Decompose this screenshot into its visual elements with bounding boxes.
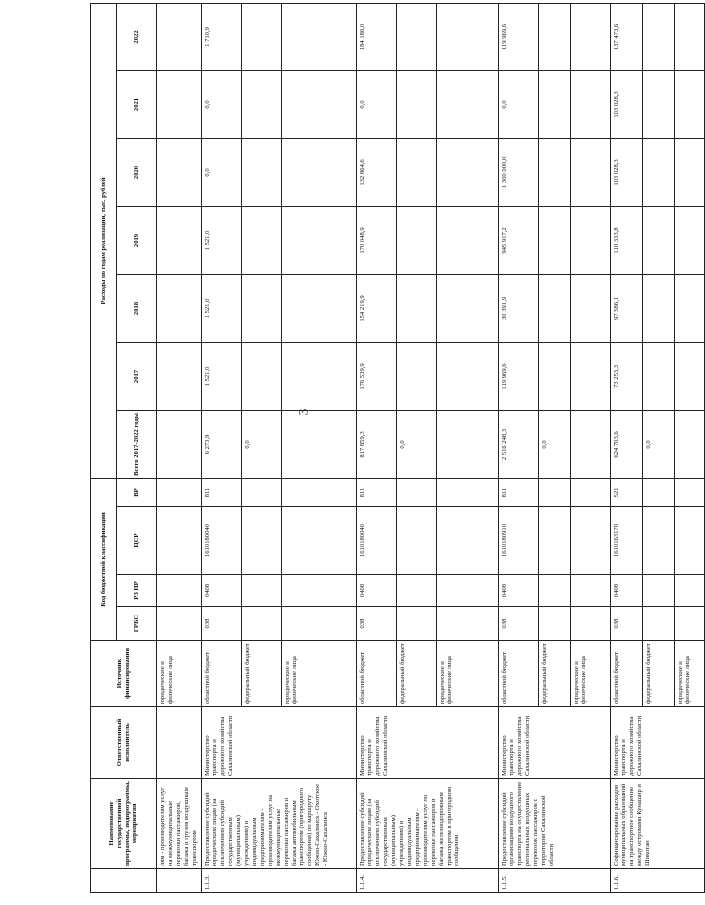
- csr-cell: [674, 507, 704, 575]
- row-responsible: Министерство транспорта и дорожного хозяйства Сахалинской области: [610, 707, 704, 779]
- total-cell: 0,0: [538, 410, 570, 478]
- year-cell: 1 521,0: [201, 206, 241, 274]
- source-name: федеральный бюджет: [538, 641, 570, 707]
- year-cell: [241, 342, 281, 410]
- col-total-header: Всего 2017-2022 годы: [117, 410, 157, 478]
- year-cell: [396, 70, 436, 138]
- grbs-cell: 038: [356, 607, 396, 641]
- rzpr-cell: [570, 575, 610, 607]
- col-year-2018: 2018: [117, 274, 157, 342]
- year-cell: [642, 70, 674, 138]
- year-cell: [538, 138, 570, 206]
- col-year-2019: 2019: [117, 206, 157, 274]
- year-cell: [241, 206, 281, 274]
- year-cell: [241, 274, 281, 342]
- year-cell: 1 521,0: [201, 274, 241, 342]
- year-cell: [642, 342, 674, 410]
- total-cell: 817 859,3: [356, 410, 396, 478]
- year-cell: [570, 70, 610, 138]
- col-year-2020: 2020: [117, 138, 157, 206]
- total-cell: 624 703,6: [610, 410, 642, 478]
- year-cell: [674, 70, 704, 138]
- col-source-header: Источник финансирования: [91, 641, 157, 707]
- grbs-cell: [241, 607, 281, 641]
- year-cell: 170 048,9: [356, 206, 396, 274]
- year-cell: [281, 3, 356, 70]
- year-cell: 132 864,6: [356, 138, 396, 206]
- col-year-2022: 2022: [117, 3, 157, 70]
- row-name: Предоставление субсидий юридическим лицам (за исключением субсидий государственным (муниципальным) учреждениям) и индивидуальным предпринимателям - производителям услуг на межмуниципальные перевозки пассажиров и багажа автомобильным транспортом (пригородного сообщения) по маршруту Южно-Сахалинск - Охотское - Южно-Сахалинск: [201, 779, 356, 869]
- total-cell: 0,0: [642, 410, 674, 478]
- col-vr-header: ВР: [117, 478, 157, 506]
- source-name: областной бюджет: [201, 641, 241, 707]
- row-name: Предоставление субсидий организациям воздушного транспорта на осуществление региональных воздушных перевозок пассажиров с территории Сахалинской области: [498, 779, 610, 869]
- grbs-cell: [396, 607, 436, 641]
- year-cell: 119 969,6: [498, 3, 538, 70]
- year-cell: [396, 3, 436, 70]
- csr-cell: [241, 507, 281, 575]
- rzpr-cell: [241, 575, 281, 607]
- year-cell: 0,0: [201, 70, 241, 138]
- year-cell: 119 969,6: [498, 342, 538, 410]
- csr-cell: [436, 507, 498, 575]
- year-cell: [538, 3, 570, 70]
- source-name: юридические и физические лица: [436, 641, 498, 707]
- year-cell: [642, 3, 674, 70]
- year-cell: [396, 342, 436, 410]
- continuation-row: [157, 3, 202, 892]
- year-cell: [674, 3, 704, 70]
- rzpr-cell: [281, 575, 356, 607]
- vr-cell: [538, 478, 570, 506]
- total-cell: 2 516 248,3: [498, 410, 538, 478]
- rzpr-cell: [674, 575, 704, 607]
- year-cell: 154 219,9: [356, 274, 396, 342]
- year-cell: [674, 138, 704, 206]
- year-cell: [436, 274, 498, 342]
- year-cell: [642, 206, 674, 274]
- col-num: [91, 869, 157, 893]
- vr-cell: [241, 478, 281, 506]
- grbs-cell: 038: [201, 607, 241, 641]
- table-row: [498, 3, 538, 892]
- row-number: 1.1.5.: [498, 869, 610, 893]
- year-cell: [436, 70, 498, 138]
- year-cell: 73 253,3: [610, 342, 642, 410]
- csr-cell: [281, 507, 356, 575]
- year-cell: [538, 70, 570, 138]
- page-number: 3: [295, 408, 311, 416]
- year-cell: [538, 342, 570, 410]
- year-cell: [538, 206, 570, 274]
- year-cell: [436, 3, 498, 70]
- year-cell: 945 917,2: [498, 206, 538, 274]
- year-cell: 137 473,6: [610, 3, 642, 70]
- vr-cell: 521: [610, 478, 642, 506]
- year-cell: [396, 274, 436, 342]
- year-cell: [396, 206, 436, 274]
- row-number: 1.1.4.: [356, 869, 498, 893]
- col-rzpr-header: РЗ ПР: [117, 575, 157, 607]
- year-cell: [396, 138, 436, 206]
- total-cell: [281, 410, 356, 478]
- vr-cell: [674, 478, 704, 506]
- year-cell: [241, 138, 281, 206]
- rzpr-cell: [642, 575, 674, 607]
- year-cell: 103 028,3: [610, 70, 642, 138]
- row-number: 1.1.3.: [201, 869, 356, 893]
- year-cell: [570, 138, 610, 206]
- row-responsible: Министерство транспорта и дорожного хозяйства Сахалинской области: [498, 707, 610, 779]
- row-number: 1.1.6.: [610, 869, 704, 893]
- year-cell: [570, 206, 610, 274]
- year-cell: [436, 342, 498, 410]
- bcc-group-header: Код бюджетной классификации: [91, 478, 117, 640]
- grbs-cell: 038: [610, 607, 642, 641]
- source-name: областной бюджет: [498, 641, 538, 707]
- source-name: федеральный бюджет: [642, 641, 674, 707]
- row-responsible: Министерство транспорта и дорожного хозяйства Сахалинской области: [201, 707, 356, 779]
- row-responsible: Министерство транспорта и дорожного хозяйства Сахалинской области: [356, 707, 498, 779]
- rzpr-cell: [396, 575, 436, 607]
- vr-cell: 811: [356, 478, 396, 506]
- vr-cell: [281, 478, 356, 506]
- year-cell: 103 028,3: [610, 138, 642, 206]
- vr-cell: [570, 478, 610, 506]
- csr-cell: 1610163170: [610, 507, 642, 575]
- col-responsible-header: Ответственный исполнитель: [91, 707, 157, 779]
- source-name: областной бюджет: [356, 641, 396, 707]
- csr-cell: [570, 507, 610, 575]
- grbs-cell: 038: [498, 607, 538, 641]
- rzpr-cell: 0408: [610, 575, 642, 607]
- source-name: областной бюджет: [610, 641, 642, 707]
- csr-cell: 1610180910: [498, 507, 538, 575]
- total-cell: [674, 410, 704, 478]
- year-cell: 0,0: [356, 70, 396, 138]
- year-cell: 0,0: [201, 138, 241, 206]
- table-row: [356, 3, 396, 892]
- year-cell: [241, 3, 281, 70]
- csr-cell: [538, 507, 570, 575]
- col-name-header: Наименование государственной программы, подпрограммы, мероприятия: [91, 779, 157, 869]
- grbs-cell: [642, 607, 674, 641]
- total-cell: [436, 410, 498, 478]
- continuation-source: юридические и физические лица: [157, 641, 202, 707]
- row-name: Предоставление субсидий юридическим лицам (за исключением субсидий государственным (муниципальным) учреждениям) и индивидуальным предпринимателям - производителям услуг по перевозке пассажиров и багажа железнодорожным транспортом в пригородном сообщении: [356, 779, 498, 869]
- source-name: юридические и физические лица: [570, 641, 610, 707]
- vr-cell: 811: [498, 478, 538, 506]
- col-grbs-header: ГРБС: [117, 607, 157, 641]
- continuation-name: лям - производителям услуг на межмуниципальные перевозки пассажиров, багажа и грузов воздушным транспортом: [157, 779, 202, 869]
- grbs-cell: [281, 607, 356, 641]
- year-cell: [674, 206, 704, 274]
- year-cell: [281, 274, 356, 342]
- year-cell: 110 333,8: [610, 206, 642, 274]
- year-cell: [642, 274, 674, 342]
- year-cell: 1 300 000,0: [498, 138, 538, 206]
- year-cell: [642, 138, 674, 206]
- vr-cell: [436, 478, 498, 506]
- total-cell: 6 273,9: [201, 410, 241, 478]
- csr-cell: [396, 507, 436, 575]
- budget-table-sheet: [90, 8, 692, 893]
- rzpr-cell: 0408: [498, 575, 538, 607]
- expenses-group-header: Расходы по годам реализации, тыс. рублей: [91, 3, 117, 478]
- grbs-cell: [674, 607, 704, 641]
- year-cell: 184 186,0: [356, 3, 396, 70]
- total-cell: [570, 410, 610, 478]
- year-cell: [538, 274, 570, 342]
- year-cell: [674, 342, 704, 410]
- year-cell: [570, 3, 610, 70]
- grbs-cell: [570, 607, 610, 641]
- table-row: [201, 3, 241, 892]
- year-cell: [570, 342, 610, 410]
- vr-cell: 811: [201, 478, 241, 506]
- year-cell: [436, 206, 498, 274]
- total-cell: 0,0: [396, 410, 436, 478]
- vr-cell: [396, 478, 436, 506]
- rzpr-cell: [538, 575, 570, 607]
- rzpr-cell: [436, 575, 498, 607]
- year-cell: [436, 138, 498, 206]
- year-cell: 30 391,9: [498, 274, 538, 342]
- col-csr-header: ЦСР: [117, 507, 157, 575]
- table-row: [610, 3, 642, 892]
- grbs-cell: [538, 607, 570, 641]
- year-cell: [241, 70, 281, 138]
- year-cell: 0,0: [498, 70, 538, 138]
- year-cell: [281, 342, 356, 410]
- year-cell: 1 710,9: [201, 3, 241, 70]
- rzpr-cell: 0408: [201, 575, 241, 607]
- year-cell: [674, 274, 704, 342]
- csr-cell: 1610180040: [356, 507, 396, 575]
- csr-cell: 1610180040: [201, 507, 241, 575]
- total-cell: 0,0: [241, 410, 281, 478]
- year-cell: [281, 70, 356, 138]
- source-name: федеральный бюджет: [396, 641, 436, 707]
- grbs-cell: [436, 607, 498, 641]
- col-year-2021: 2021: [117, 70, 157, 138]
- year-cell: [281, 138, 356, 206]
- csr-cell: [642, 507, 674, 575]
- row-name: Софинансирование расходов муниципальных образований на транспортное сообщение между островами Кунашир и Шикотан: [610, 779, 704, 869]
- year-cell: 176 539,9: [356, 342, 396, 410]
- year-cell: 97 586,1: [610, 274, 642, 342]
- year-cell: [570, 274, 610, 342]
- source-name: юридические и физические лица: [674, 641, 704, 707]
- source-name: федеральный бюджет: [241, 641, 281, 707]
- col-year-2017: 2017: [117, 342, 157, 410]
- year-cell: [281, 206, 356, 274]
- budget-table: [90, 3, 705, 893]
- year-cell: 1 521,0: [201, 342, 241, 410]
- source-name: юридические и физические лица: [281, 641, 356, 707]
- rzpr-cell: 0408: [356, 575, 396, 607]
- vr-cell: [642, 478, 674, 506]
